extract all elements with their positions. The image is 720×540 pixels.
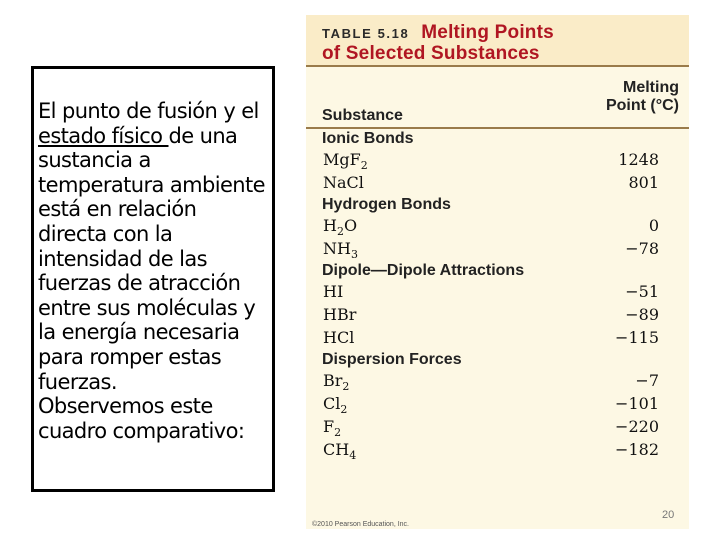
formula-part: HBr xyxy=(323,305,357,324)
formula-subscript: 3 xyxy=(350,248,358,262)
formula-part: HI xyxy=(323,282,344,301)
invitation-paragraph: Observemos este cuadro comparativo: xyxy=(38,394,245,443)
table-row xyxy=(306,281,689,304)
table-row xyxy=(306,304,689,327)
section-title: Hydrogen Bonds xyxy=(322,196,451,213)
melting-points-table xyxy=(306,15,689,529)
melting-point-value: −115 xyxy=(615,328,659,347)
melting-point-value: 1248 xyxy=(618,150,659,169)
melting-point-value: −89 xyxy=(625,305,659,324)
formula-subscript: 2 xyxy=(340,403,348,417)
formula-part: Mg xyxy=(323,150,350,169)
table-row xyxy=(306,215,689,238)
table-title-line-1: Melting Points xyxy=(421,22,554,43)
text-part-2: de una sustancia a temperatura ambiente está en relación directa con la intensidad de las fuerzas de atracción entre sus moléculas y la energía necesaria para romper estas fuerzas. xyxy=(38,123,265,394)
substance-formula xyxy=(323,216,357,238)
substance-formula xyxy=(323,282,343,301)
column-headers xyxy=(306,77,689,129)
substance-column-header: Substance xyxy=(322,107,403,124)
melting-point-value: 801 xyxy=(628,173,659,192)
table-row xyxy=(306,416,689,439)
table-body xyxy=(306,129,689,462)
text-part-1: El punto de fusión y el xyxy=(38,99,259,123)
melting-point-value: −78 xyxy=(625,239,659,258)
formula-subscript: 2 xyxy=(342,380,350,394)
substance-formula xyxy=(323,239,358,261)
formula-part: F xyxy=(323,417,335,436)
substance-formula xyxy=(323,394,347,416)
melting-header-line-2: Point (°C) xyxy=(605,97,679,114)
melting-point-column-header xyxy=(606,79,679,115)
table-title-line-2: of Selected Substances xyxy=(322,43,540,64)
formula-part: NaCl xyxy=(323,173,364,192)
table-row xyxy=(306,238,689,261)
formula-part: CH xyxy=(323,440,350,459)
formula-part: F xyxy=(349,150,361,169)
substance-formula xyxy=(323,440,356,462)
melting-point-value: −182 xyxy=(615,440,659,459)
section-title: Ionic Bonds xyxy=(322,130,414,147)
substance-formula xyxy=(323,417,341,439)
formula-subscript: 4 xyxy=(349,449,357,463)
substance-formula xyxy=(323,328,354,347)
formula-subscript: 2 xyxy=(360,159,368,173)
table-row xyxy=(306,439,689,462)
section-title: Dispersion Forces xyxy=(322,351,462,368)
table-row xyxy=(306,149,689,172)
formula-part: Cl xyxy=(323,394,341,413)
formula-part: H xyxy=(323,216,337,235)
formula-subscript: 2 xyxy=(336,225,344,239)
table-row xyxy=(306,327,689,350)
explanation-paragraph xyxy=(38,99,268,394)
table-row xyxy=(306,172,689,195)
melting-point-value: −101 xyxy=(615,394,659,413)
formula-part: NH xyxy=(323,239,351,258)
melting-point-value: −220 xyxy=(615,417,659,436)
formula-part: HCl xyxy=(323,328,355,347)
melting-point-value: 0 xyxy=(648,216,659,235)
underlined-phrase: estado físico xyxy=(38,123,169,148)
substance-formula xyxy=(323,305,356,324)
page-number: 20 xyxy=(662,509,675,521)
substance-formula xyxy=(323,173,364,192)
substance-formula xyxy=(323,150,368,172)
section-title: Dipole—Dipole Attractions xyxy=(322,262,525,279)
melting-point-value: −7 xyxy=(635,371,659,390)
table-label: TABLE 5.18 xyxy=(322,26,410,41)
substance-formula xyxy=(323,371,349,393)
copyright-note: ©2010 Pearson Education, Inc. xyxy=(312,521,409,528)
melting-header-line-1: Melting xyxy=(623,79,679,96)
melting-point-value: −51 xyxy=(625,282,659,301)
table-row xyxy=(306,393,689,416)
formula-part: O xyxy=(343,216,358,235)
formula-subscript: 2 xyxy=(334,426,342,440)
formula-part: Br xyxy=(323,371,343,390)
table-row xyxy=(306,370,689,393)
table-header xyxy=(306,15,689,67)
explanation-text-box xyxy=(31,66,275,492)
